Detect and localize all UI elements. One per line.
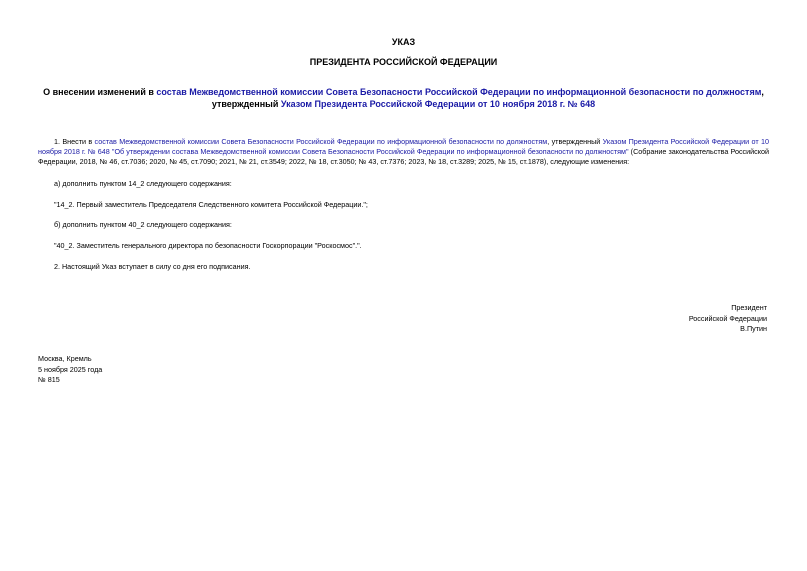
quote-b: "40_2. Заместитель генерального директора по безопасности Госкорпорации "Роскосмос".". xyxy=(54,241,362,250)
p1-prefix: 1. Внести в xyxy=(54,137,95,146)
subject-link-decree[interactable]: Указом Президента Российской Федерации от 10 ноября 2018 г. № 648 xyxy=(280,99,596,109)
subject-prefix-2: утвержденный xyxy=(211,99,281,109)
subject-line-2 xyxy=(0,98,807,110)
signature-position: Президент xyxy=(731,303,767,312)
p1-link-decree[interactable]: Указом Президента Российской Федерации от 10 ноября 2018 г. № 648 "Об утверждении состава Межведомственной комиссии Совета Безопасности Российской Федерации по информационной безопасности по должностям" xyxy=(38,137,770,156)
p1-mid: , утвержденный xyxy=(547,137,603,146)
subject-prefix: О внесении изменений в xyxy=(43,87,157,97)
signature-name: В.Путин xyxy=(740,324,767,333)
place-date: 5 ноября 2025 года xyxy=(38,364,103,374)
quote-a: "14_2. Первый заместитель Председателя Следственного комитета Российской Федерации."; xyxy=(54,200,368,209)
place-city: Москва, Кремль xyxy=(38,354,92,363)
paragraph-1 xyxy=(38,137,769,167)
decree-number: № 815 xyxy=(38,375,60,384)
subject-line-1 xyxy=(0,86,807,98)
place-date-block xyxy=(38,354,102,386)
issuer-title: ПРЕЗИДЕНТА РОССИЙСКОЙ ФЕДЕРАЦИИ xyxy=(309,57,498,67)
p1-link-composition[interactable]: состав Межведомственной комиссии Совета Безопасности Российской Федерации по информационной безопасности по должностям xyxy=(94,137,548,146)
signature-country: Российской Федерации xyxy=(688,313,767,323)
p1-suffix: (Собрание законодательства Российской Федерации, 2018, № 46, ст.7036; 2020, № 45, ст.7090; 2021, № 21, ст.3549; 2022, № 18, ст.3050; № 43, ст.7376; 2023, № 18, ст.3289; 2025, № 15, ст.1878), следующие изменения: xyxy=(38,147,769,166)
item-a: а) дополнить пунктом 14_2 следующего содержания: xyxy=(54,179,232,188)
subject-suffix: , xyxy=(761,87,764,97)
item-b: б) дополнить пунктом 40_2 следующего содержания: xyxy=(54,220,232,229)
subject-link-composition[interactable]: состав Межведомственной комиссии Совета Безопасности Российской Федерации по информационной безопасности по должностям xyxy=(156,87,762,97)
paragraph-2: 2. Настоящий Указ вступает в силу со дня его подписания. xyxy=(54,262,251,271)
document-subject xyxy=(0,86,807,110)
document-type-title: УКАЗ xyxy=(391,37,416,47)
signature-block xyxy=(689,303,767,335)
